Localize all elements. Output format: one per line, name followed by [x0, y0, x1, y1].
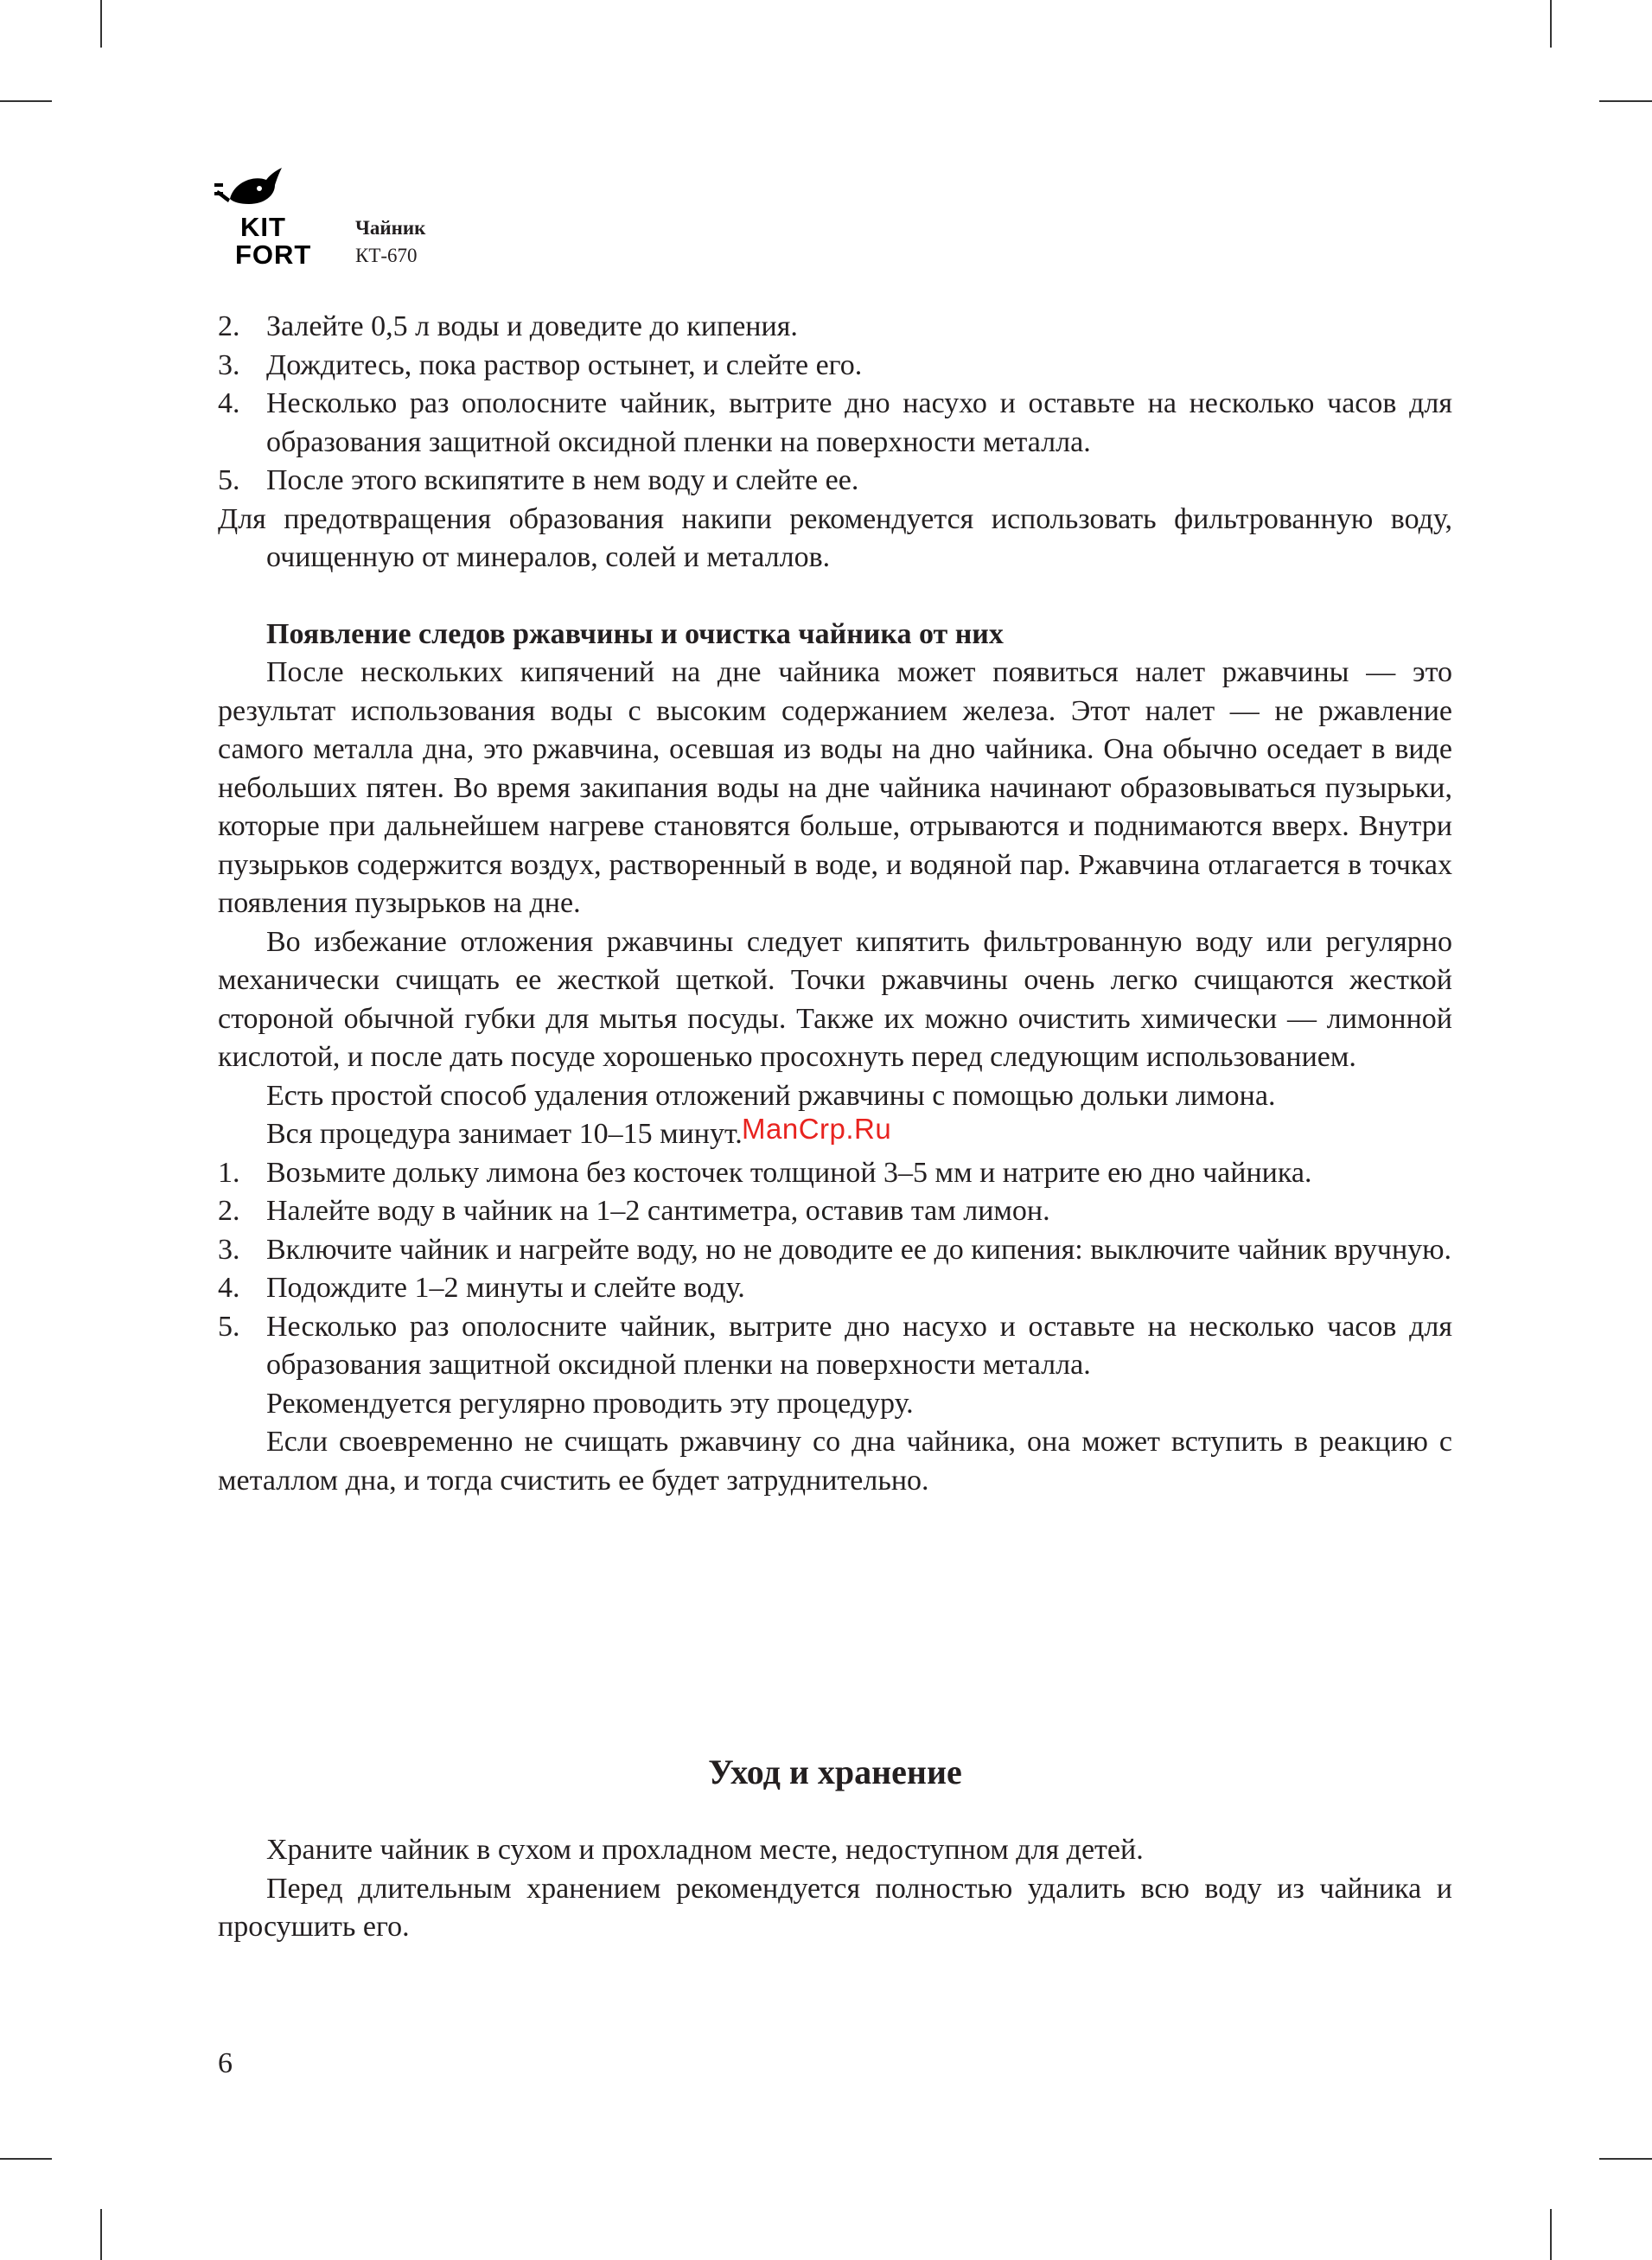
- list-text: Несколько раз ополосните чайник, вытрите дно насухо и оставьте на несколько часов для образования защитной оксидной пленки на поверхности металла.: [266, 387, 1452, 458]
- list-number: 5.: [218, 464, 240, 496]
- logo-line-2: FORT: [235, 239, 312, 270]
- rust-paragraph-2: Во избежание отложения ржавчины следует кипятить фильтрованную воду или регулярно механически счищать ее жесткой щеткой. Точки ржавчины очень легко счищаются жесткой стороной обычной губки для мытья посуды. Также их можно очистить химически — лимонной кислотой, и после дать посуде хорошенько просохнуть перед следующим использованием.: [218, 925, 1452, 1073]
- list-item: [218, 308, 1452, 347]
- list-text: Несколько раз ополосните чайник, вытрите дно насухо и оставьте на несколько часов для образования защитной оксидной пленки на поверхности металла.: [266, 1310, 1452, 1381]
- watermark: ManCrp.Ru: [742, 1113, 892, 1145]
- page-number: 6: [218, 2047, 233, 2079]
- list-text: Включите чайник и нагрейте воду, но не доводите ее до кипения: выключите чайник вручную.: [266, 1233, 1452, 1266]
- list-number: 2.: [218, 310, 240, 342]
- list-text: Подождите 1–2 минуты и слейте воду.: [266, 1272, 745, 1304]
- crop-mark: [1550, 2209, 1552, 2260]
- list-number: 5.: [218, 1310, 240, 1343]
- section-heading-rust: Появление следов ржавчины и очистка чайника от них: [266, 617, 1004, 650]
- crop-mark: [100, 2209, 102, 2260]
- crop-mark: [1599, 100, 1652, 102]
- page-header: [214, 166, 733, 278]
- crop-mark: [0, 2158, 52, 2160]
- crop-mark: [1599, 2158, 1652, 2160]
- list-number: 3.: [218, 1233, 240, 1266]
- list-number: 3.: [218, 348, 240, 381]
- list-text: После этого вскипятите в нем воду и слейте ее.: [266, 464, 859, 496]
- whale-plug-icon: [214, 166, 284, 214]
- kitfort-logo: [214, 166, 335, 278]
- list-number: 1.: [218, 1156, 240, 1189]
- rust-paragraph-3b: Вся процедура занимает 10–15 минут.: [266, 1118, 743, 1150]
- list-item: [218, 1308, 1452, 1385]
- list-item: [218, 1231, 1452, 1270]
- product-name: Чайник: [355, 217, 426, 239]
- list-number: 4.: [218, 1272, 240, 1304]
- care-paragraph-2: Перед длительным хранением рекомендуется полностью удалить всю воду из чайника и просушить его.: [218, 1872, 1452, 1943]
- warning-paragraph: Если своевременно не счищать ржавчину со дна чайника, она может вступить в реакцию с металлом дна, и тогда счистить ее будет затруднительно.: [218, 1426, 1452, 1497]
- list-text: Налейте воду в чайник на 1–2 сантиметра, оставив там лимон.: [266, 1195, 1050, 1227]
- crop-mark: [1550, 0, 1552, 48]
- care-paragraph-1: Храните чайник в сухом и прохладном месте, недоступном для детей.: [266, 1834, 1144, 1866]
- body-text: [218, 308, 1452, 1500]
- product-info: [355, 214, 425, 270]
- list-item: [218, 462, 1452, 501]
- crop-mark: [0, 100, 52, 102]
- list-item: [218, 347, 1452, 386]
- list-number: 2.: [218, 1195, 240, 1227]
- product-model: КТ-670: [355, 245, 418, 266]
- recommendation: Рекомендуется регулярно проводить эту процедуру.: [266, 1387, 914, 1420]
- list-number: 4.: [218, 387, 240, 419]
- filter-note: Для предотвращения образования накипи рекомендуется использовать фильтрованную воду, очищенную от минералов, солей и металлов.: [218, 502, 1452, 573]
- rust-paragraph-1: После нескольких кипячений на дне чайника может появиться налет ржавчины — это результат использования воды с высоким содержанием железа. Этот налет — не ржавление самого металла дна, это ржавчина, осевшая из воды на дно чайника. Она обычно оседает в виде небольших пятен. Во время закипания воды на дне чайника начинают образовываться пузырьки, которые при дальнейшем нагреве становятся больше, отрываются и поднимаются вверх. Внутри пузырьков содержится воздух, растворенный в воде, и водяной пар. Ржавчина отлагается в точках появления пузырьков на дне.: [218, 656, 1452, 919]
- logo-wordmark: [235, 212, 312, 270]
- list-item: [218, 385, 1452, 462]
- list-item: [218, 1154, 1452, 1193]
- rust-paragraph-3: Есть простой способ удаления отложений ржавчины с помощью дольки лимона.: [266, 1079, 1276, 1112]
- list-item: [218, 1269, 1452, 1308]
- crop-mark: [100, 0, 102, 48]
- list-text: Дождитесь, пока раствор остынет, и слейте его.: [266, 348, 863, 381]
- list-text: Возьмите дольку лимона без косточек толщиной 3–5 мм и натрите ею дно чайника.: [266, 1156, 1312, 1189]
- care-text: [218, 1831, 1452, 1947]
- section-title-care: Уход и хранение: [708, 1752, 962, 1791]
- logo-line-1: KIT: [240, 212, 286, 242]
- list-text: Залейте 0,5 л воды и доведите до кипения.: [266, 310, 798, 342]
- list-item: [218, 1192, 1452, 1231]
